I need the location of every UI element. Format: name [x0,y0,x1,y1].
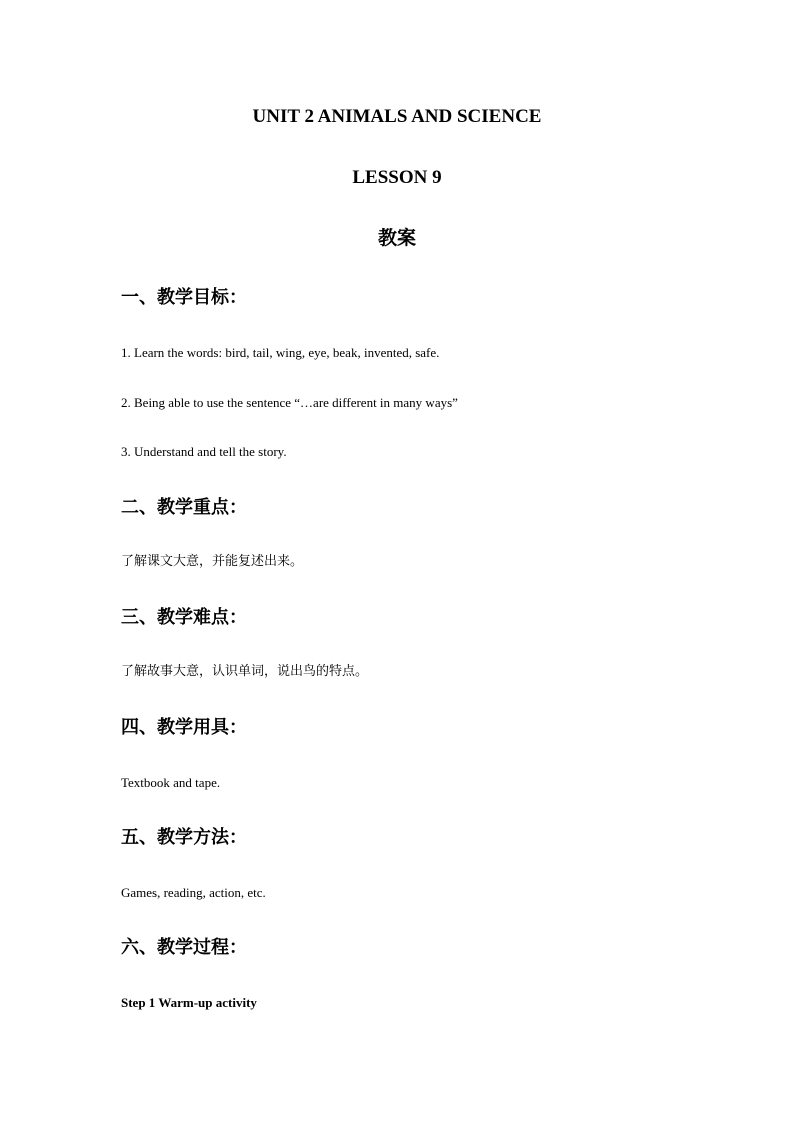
section-heading-key-points: 二、教学重点： [121,497,247,518]
objective-item-1: 1. Learn the words: bird, tail, wing, eye, beak, invented, safe. [121,345,440,360]
step-1-heading: Step 1 Warm-up activity [121,995,257,1010]
lesson-plan-title: 教案 [377,227,416,249]
section-heading-methods: 五、教学方法： [121,827,247,848]
difficulties-text: 了解故事大意，认识单词，说出鸟的特点。 [121,664,369,679]
section-heading-difficulties: 三、教学难点： [121,607,247,628]
section-heading-objectives: 一、教学目标： [121,287,247,308]
materials-text: Textbook and tape. [121,775,221,790]
objective-item-2: 2. Being able to use the sentence “…are different in many ways” [121,395,458,410]
objective-item-3: 3. Understand and tell the story. [121,444,287,459]
unit-title: UNIT 2 ANIMALS AND SCIENCE [252,106,542,127]
section-heading-materials: 四、教学用具： [121,717,247,738]
methods-text: Games, reading, action, etc. [121,885,266,900]
section-heading-procedure: 六、教学过程： [121,937,247,958]
lesson-title: LESSON 9 [352,167,442,188]
key-points-text: 了解课文大意，并能复述出来。 [121,554,304,569]
